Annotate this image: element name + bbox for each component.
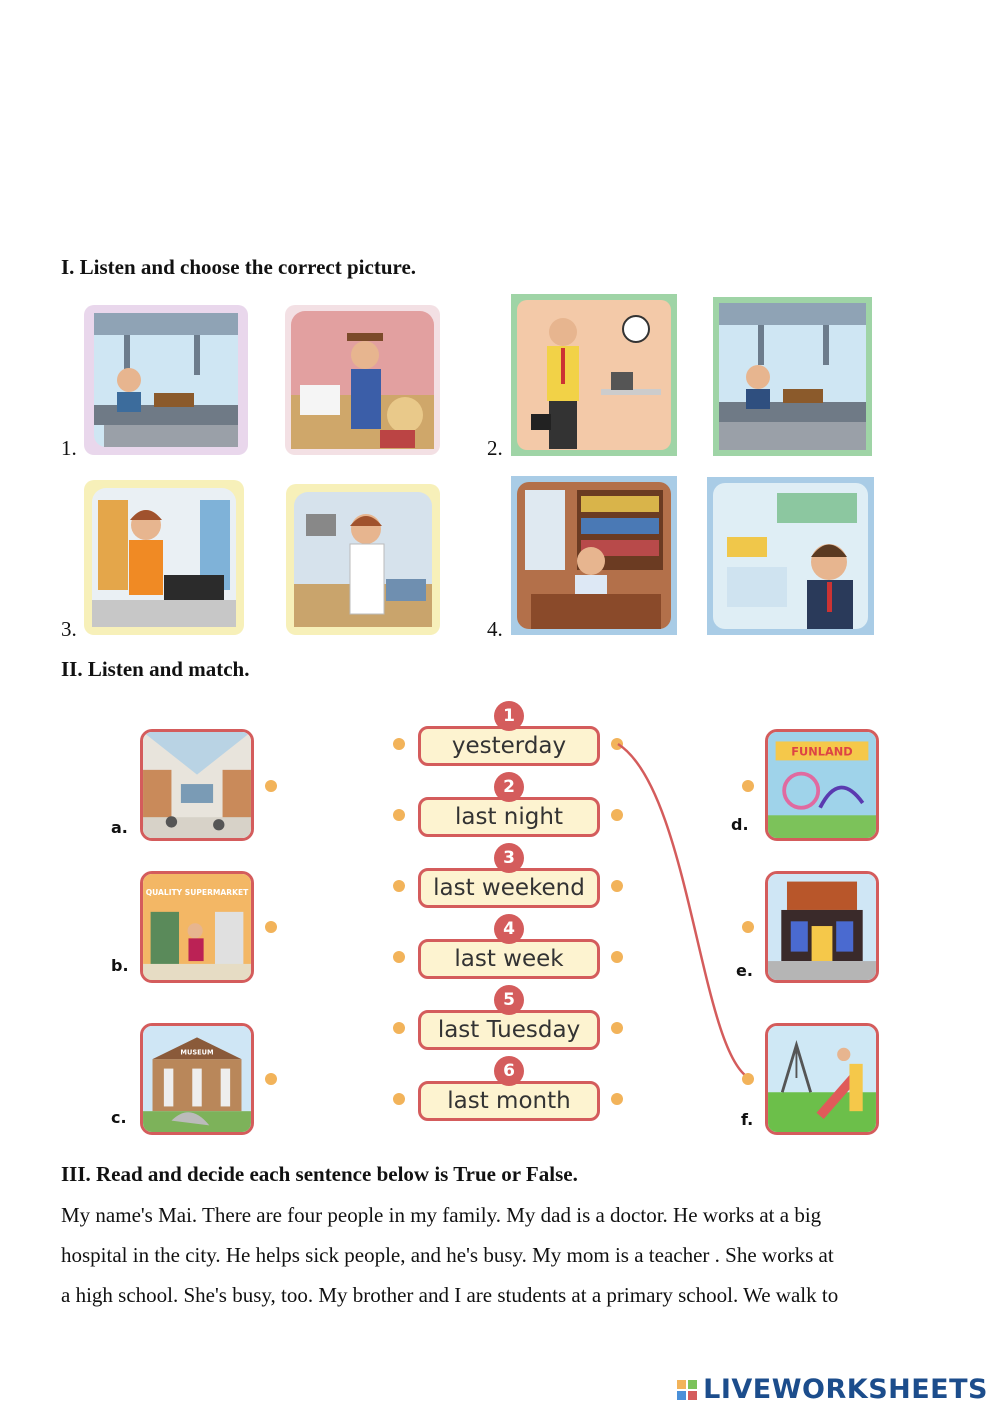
time-badge-1: 1: [494, 701, 524, 731]
label-d: d.: [731, 815, 749, 834]
section-2-title: II. Listen and match.: [61, 657, 250, 681]
question-number-4: 4.: [487, 617, 503, 641]
time-right-dot-5[interactable]: [611, 1022, 623, 1034]
label-f: f.: [741, 1110, 754, 1129]
label-c: c.: [111, 1108, 127, 1127]
time-left-dot-6[interactable]: [393, 1093, 405, 1105]
liveworksheets-brand: LIVEWORKSHEETS: [703, 1374, 988, 1405]
time-box-2: last night: [418, 797, 600, 837]
time-right-dot-1[interactable]: [611, 738, 623, 750]
time-box-3: last weekend: [418, 868, 600, 908]
match-dot-b[interactable]: [265, 921, 277, 933]
doctor-picture[interactable]: [286, 484, 440, 635]
question-number-2: 2.: [487, 436, 503, 460]
time-right-dot-3[interactable]: [611, 880, 623, 892]
match-dot-e[interactable]: [742, 921, 754, 933]
supermarket-sign: QUALITY SUPERMARKET: [145, 887, 249, 897]
label-b: b.: [111, 956, 129, 975]
reading-passage: [61, 1195, 940, 1315]
supermarket-picture: [140, 871, 254, 983]
farmer-picture[interactable]: [285, 305, 440, 455]
time-badge-4: 4: [494, 914, 524, 944]
librarian-picture[interactable]: [511, 476, 677, 635]
label-a: a.: [111, 818, 128, 837]
section-3-title: III. Read and decide each sentence below is True or False.: [61, 1162, 578, 1186]
match-dot-f[interactable]: [742, 1073, 754, 1085]
factory-worker-picture-2[interactable]: [713, 297, 872, 456]
funland-picture: [765, 729, 879, 841]
funland-sign: FUNLAND: [791, 744, 853, 759]
time-right-dot-4[interactable]: [611, 951, 623, 963]
cashier-picture[interactable]: [84, 480, 244, 635]
museum-sign: MUSEUM: [180, 1048, 214, 1057]
time-left-dot-3[interactable]: [393, 880, 405, 892]
time-left-dot-1[interactable]: [393, 738, 405, 750]
match-dot-d[interactable]: [742, 780, 754, 792]
passage-line-1: My name's Mai. There are four people in my family. My dad is a doctor. He works at a big: [61, 1203, 822, 1227]
time-left-dot-2[interactable]: [393, 809, 405, 821]
match-dot-a[interactable]: [265, 780, 277, 792]
label-e: e.: [736, 961, 753, 980]
time-box-4: last week: [418, 939, 600, 979]
time-box-6: last month: [418, 1081, 600, 1121]
time-right-dot-2[interactable]: [611, 809, 623, 821]
office-receptionist-picture[interactable]: [707, 477, 874, 635]
match-dot-c[interactable]: [265, 1073, 277, 1085]
time-left-dot-5[interactable]: [393, 1022, 405, 1034]
liveworksheets-logo[interactable]: [677, 1374, 988, 1405]
time-box-5: last Tuesday: [418, 1010, 600, 1050]
passage-line-2: hospital in the city. He helps sick people, and he's busy. My mom is a teacher . She works at: [61, 1243, 834, 1267]
question-number-3: 3.: [61, 617, 77, 641]
time-badge-6: 6: [494, 1056, 524, 1086]
cinema-picture: [765, 871, 879, 983]
liveworksheets-icon: [677, 1380, 697, 1400]
time-badge-5: 5: [494, 985, 524, 1015]
time-badge-2: 2: [494, 772, 524, 802]
office-worker-picture[interactable]: [511, 294, 677, 456]
time-right-dot-6[interactable]: [611, 1093, 623, 1105]
question-number-1: 1.: [61, 436, 77, 460]
time-left-dot-4[interactable]: [393, 951, 405, 963]
section-1-title: I. Listen and choose the correct picture.: [61, 255, 417, 279]
time-box-1: yesterday: [418, 726, 600, 766]
playground-picture: [765, 1023, 879, 1135]
passage-line-3: a high school. She's busy, too. My brother and I are students at a primary school. We walk to: [61, 1283, 839, 1307]
mall-picture: [140, 729, 254, 841]
time-badge-3: 3: [494, 843, 524, 873]
factory-worker-picture[interactable]: [84, 305, 248, 455]
museum-picture: [140, 1023, 254, 1135]
